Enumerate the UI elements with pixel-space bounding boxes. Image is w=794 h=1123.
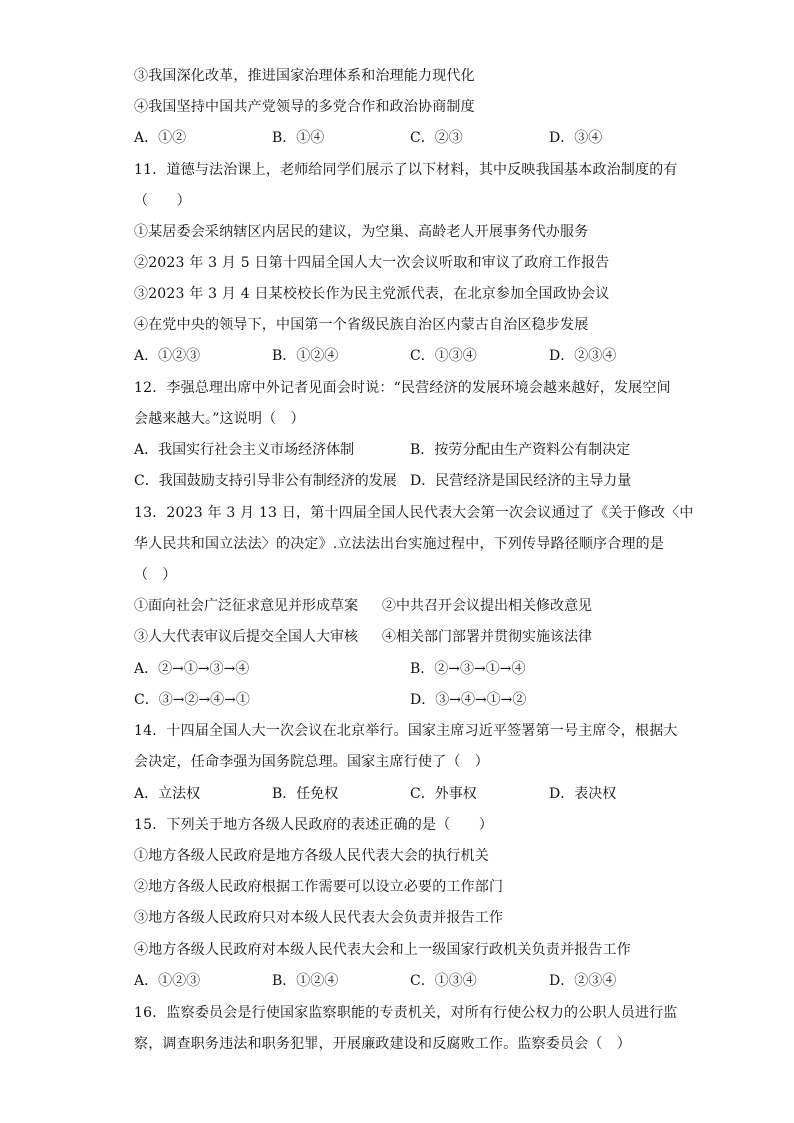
q11-item-2: ②2023 年 3 月 5 日第十四届全国人大一次会议听取和审议了政府工作报告 <box>134 255 610 271</box>
q13-item-2: ②中共召开会议提出相关修改意见 <box>382 598 592 614</box>
q10-option-b: B．①④ <box>272 130 325 146</box>
q12-stem-line-1: 12．李强总理出席中外记者见面会时说：“民营经济的发展环境会越来越好，发展空间 <box>134 380 671 396</box>
q11-stem-line-2: （ ） <box>134 193 191 209</box>
q14-option-c: C．外事权 <box>410 786 477 802</box>
q11-item-3: ③2023 年 3 月 4 日某校校长作为民主党派代表，在北京参加全国政协会议 <box>134 286 610 302</box>
q16-stem-line-1: 16．监察委员会是行使国家监察职能的专责机关，对所有行使公权力的公职人员进行监 <box>134 1005 678 1021</box>
q15-item-4: ④地方各级人民政府对本级人民代表大会和上一级国家行政机关负责并报告工作 <box>134 942 631 958</box>
q14-stem-line-1: 14．十四届全国人大一次会议在北京举行。国家主席习近平签署第一号主席令，根据大 <box>134 723 678 739</box>
q10-option-d: D．③④ <box>549 130 603 146</box>
q13-stem-line-2: 华人民共和国立法法〉的决定》.立法法出台实施过程中，下列传导路径顺序合理的是 <box>134 536 665 552</box>
q12-stem-line-2: 会越来越大。”这说明（ ） <box>134 411 305 427</box>
q15-option-c: C．①③④ <box>410 973 477 989</box>
q16-stem-line-2: 察，调查职务违法和职务犯罪，开展廉政建设和反腐败工作。监察委员会（ ） <box>134 1036 631 1052</box>
q11-option-c: C．①③④ <box>410 348 477 364</box>
q14-option-a: A．立法权 <box>134 786 201 802</box>
q15-item-1: ①地方各级人民政府是地方各级人民代表大会的执行机关 <box>134 848 489 864</box>
q11-item-4: ④在党中央的领导下，中国第一个省级民族自治区内蒙古自治区稳步发展 <box>134 317 589 333</box>
q13-option-a: A．②→①→③→④ <box>134 661 250 677</box>
q10-option-a: A．①② <box>134 130 187 146</box>
q11-option-a: A．①②③ <box>134 348 201 364</box>
q15-item-3: ③地方各级人民政府只对本级人民代表大会负责并报告工作 <box>134 910 504 926</box>
q10-item-4: ④我国坚持中国共产党领导的多党合作和政治协商制度 <box>134 99 475 115</box>
q13-option-b: B．②→③→①→④ <box>410 661 526 677</box>
q13-option-d: D．③→④→①→② <box>410 692 527 708</box>
q11-item-1: ①某居委会采纳辖区内居民的建议，为空巢、高龄老人开展事务代办服务 <box>134 224 589 240</box>
q11-stem-line-1: 11．道德与法治课上，老师给同学们展示了以下材料，其中反映我国基本政治制度的有 <box>134 162 678 178</box>
q13-stem-line-3: （ ） <box>134 567 177 583</box>
q13-option-c: C．③→②→④→① <box>134 692 250 708</box>
q11-option-d: D．②③④ <box>549 348 617 364</box>
q15-option-d: D．②③④ <box>549 973 617 989</box>
q14-stem-line-2: 会决定，任命李强为国务院总理。国家主席行使了（ ） <box>134 754 489 770</box>
q13-item-1: ①面向社会广泛征求意见并形成草案 <box>134 598 358 614</box>
q15-option-b: B．①②④ <box>272 973 339 989</box>
q12-option-c: C．我国鼓励支持引导非公有制经济的发展 <box>134 473 397 489</box>
q11-option-b: B．①②④ <box>272 348 339 364</box>
q12-option-a: A．我国实行社会主义市场经济体制 <box>134 442 355 458</box>
q14-option-d: D．表决权 <box>549 786 617 802</box>
q13-item-4: ④相关部门部署并贯彻实施该法律 <box>382 629 592 645</box>
q12-option-d: D．民营经济是国民经济的主导力量 <box>410 473 632 489</box>
q13-item-3: ③人大代表审议后提交全国人大审核 <box>134 629 358 645</box>
q12-option-b: B．按劳分配由生产资料公有制决定 <box>410 442 631 458</box>
q15-stem: 15．下列关于地方各级人民政府的表述正确的是（ ） <box>134 817 494 833</box>
q15-item-2: ②地方各级人民政府根据工作需要可以设立必要的工作部门 <box>134 879 504 895</box>
q10-item-3: ③我国深化改革，推进国家治理体系和治理能力现代化 <box>134 68 475 84</box>
q15-option-a: A．①②③ <box>134 973 201 989</box>
q13-stem-line-1: 13．2023 年 3 月 13 日，第十四届全国人民代表大会第一次会议通过了《关于修改〈中 <box>134 505 694 521</box>
q10-option-c: C．②③ <box>410 130 463 146</box>
q14-option-b: B．任免权 <box>272 786 339 802</box>
